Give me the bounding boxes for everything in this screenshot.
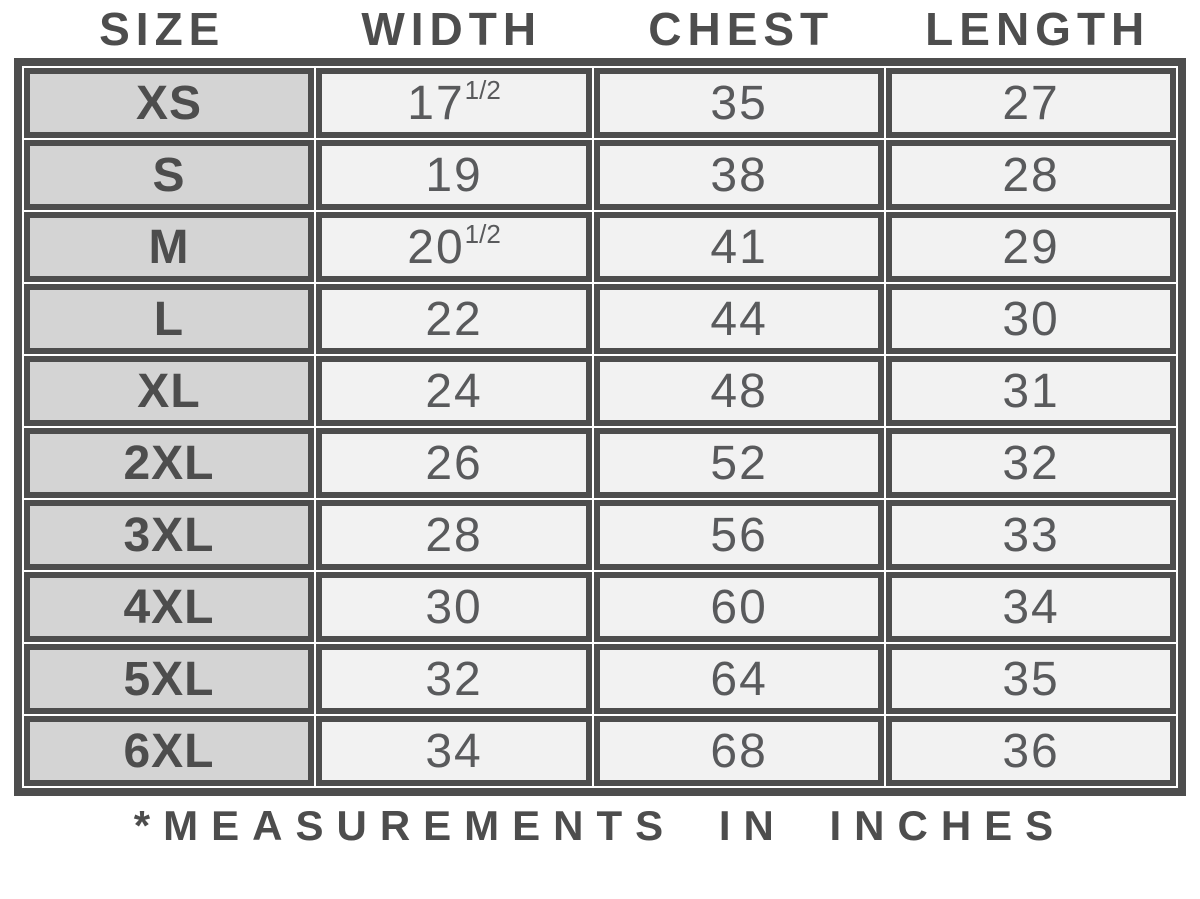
column-header-size: SIZE — [99, 3, 226, 55]
width-value: 28 — [425, 508, 483, 562]
width-cell — [316, 212, 592, 282]
length-cell — [886, 500, 1176, 570]
width-value: 22 — [425, 292, 483, 346]
length-value: 29 — [1002, 220, 1060, 274]
width-value: 24 — [425, 364, 483, 418]
size-chart-table — [14, 58, 1186, 796]
table-row — [24, 212, 1176, 282]
size-label: 5XL — [123, 652, 215, 706]
chest-cell — [594, 284, 884, 354]
length-cell — [886, 68, 1176, 138]
table-row — [24, 428, 1176, 498]
chest-value: 56 — [710, 508, 768, 562]
column-header-length: LENGTH — [925, 3, 1151, 55]
size-cell — [24, 284, 314, 354]
chest-value: 68 — [710, 724, 768, 778]
length-cell — [886, 644, 1176, 714]
size-label: XL — [137, 364, 201, 418]
width-fraction: 1/2 — [464, 74, 501, 105]
chest-cell — [594, 356, 884, 426]
table-row — [24, 572, 1176, 642]
length-cell — [886, 716, 1176, 786]
width-fraction: 1/2 — [464, 218, 501, 249]
table-row — [24, 356, 1176, 426]
width-cell — [316, 68, 592, 138]
width-cell — [316, 428, 592, 498]
length-cell — [886, 140, 1176, 210]
width-value: 34 — [425, 724, 483, 778]
length-value: 31 — [1002, 364, 1060, 418]
size-label: L — [153, 292, 185, 346]
chest-cell — [594, 572, 884, 642]
size-cell — [24, 140, 314, 210]
length-value: 30 — [1002, 292, 1060, 346]
column-header-row — [14, 0, 1186, 58]
chest-cell — [594, 68, 884, 138]
size-label: 4XL — [123, 580, 215, 634]
size-cell — [24, 68, 314, 138]
size-cell — [24, 356, 314, 426]
size-label: M — [148, 220, 190, 274]
chest-cell — [594, 140, 884, 210]
width-cell — [316, 284, 592, 354]
width-value: 26 — [425, 436, 483, 490]
chest-cell — [594, 500, 884, 570]
chest-value: 41 — [710, 220, 768, 274]
measurements-note: *MEASUREMENTS IN INCHES — [133, 802, 1067, 849]
length-value: 32 — [1002, 436, 1060, 490]
chest-value: 35 — [710, 76, 768, 130]
column-header-width: WIDTH — [361, 3, 543, 55]
size-cell — [24, 500, 314, 570]
width-cell — [316, 500, 592, 570]
length-cell — [886, 428, 1176, 498]
length-cell — [886, 572, 1176, 642]
table-row — [24, 284, 1176, 354]
chest-value: 44 — [710, 292, 768, 346]
width-cell — [316, 140, 592, 210]
size-label: 6XL — [123, 724, 215, 778]
chest-cell — [594, 644, 884, 714]
size-table-body — [24, 68, 1176, 786]
length-cell — [886, 212, 1176, 282]
length-cell — [886, 284, 1176, 354]
size-cell — [24, 644, 314, 714]
chest-value: 64 — [710, 652, 768, 706]
column-header-chest: CHEST — [648, 3, 835, 55]
length-value: 35 — [1002, 652, 1060, 706]
chest-value: 60 — [710, 580, 768, 634]
size-cell — [24, 212, 314, 282]
width-cell — [316, 644, 592, 714]
length-value: 27 — [1002, 76, 1060, 130]
size-label: S — [152, 148, 186, 202]
length-value: 33 — [1002, 508, 1060, 562]
size-label: 2XL — [123, 436, 215, 490]
width-value: 20 — [407, 220, 465, 274]
width-value: 19 — [425, 148, 483, 202]
chest-cell — [594, 428, 884, 498]
size-label: XS — [135, 76, 202, 130]
length-value: 36 — [1002, 724, 1060, 778]
chest-value: 48 — [710, 364, 768, 418]
size-cell — [24, 428, 314, 498]
chest-value: 38 — [710, 148, 768, 202]
chest-cell — [594, 212, 884, 282]
size-label: 3XL — [123, 508, 215, 562]
width-cell — [316, 356, 592, 426]
width-value: 30 — [425, 580, 483, 634]
chest-value: 52 — [710, 436, 768, 490]
width-cell — [316, 716, 592, 786]
size-cell — [24, 572, 314, 642]
width-value: 17 — [407, 76, 465, 130]
length-cell — [886, 356, 1176, 426]
table-row — [24, 716, 1176, 786]
table-row — [24, 644, 1176, 714]
table-row — [24, 500, 1176, 570]
length-value: 28 — [1002, 148, 1060, 202]
width-value: 32 — [425, 652, 483, 706]
width-cell — [316, 572, 592, 642]
chest-cell — [594, 716, 884, 786]
size-cell — [24, 716, 314, 786]
length-value: 34 — [1002, 580, 1060, 634]
table-row — [24, 140, 1176, 210]
table-row — [24, 68, 1176, 138]
